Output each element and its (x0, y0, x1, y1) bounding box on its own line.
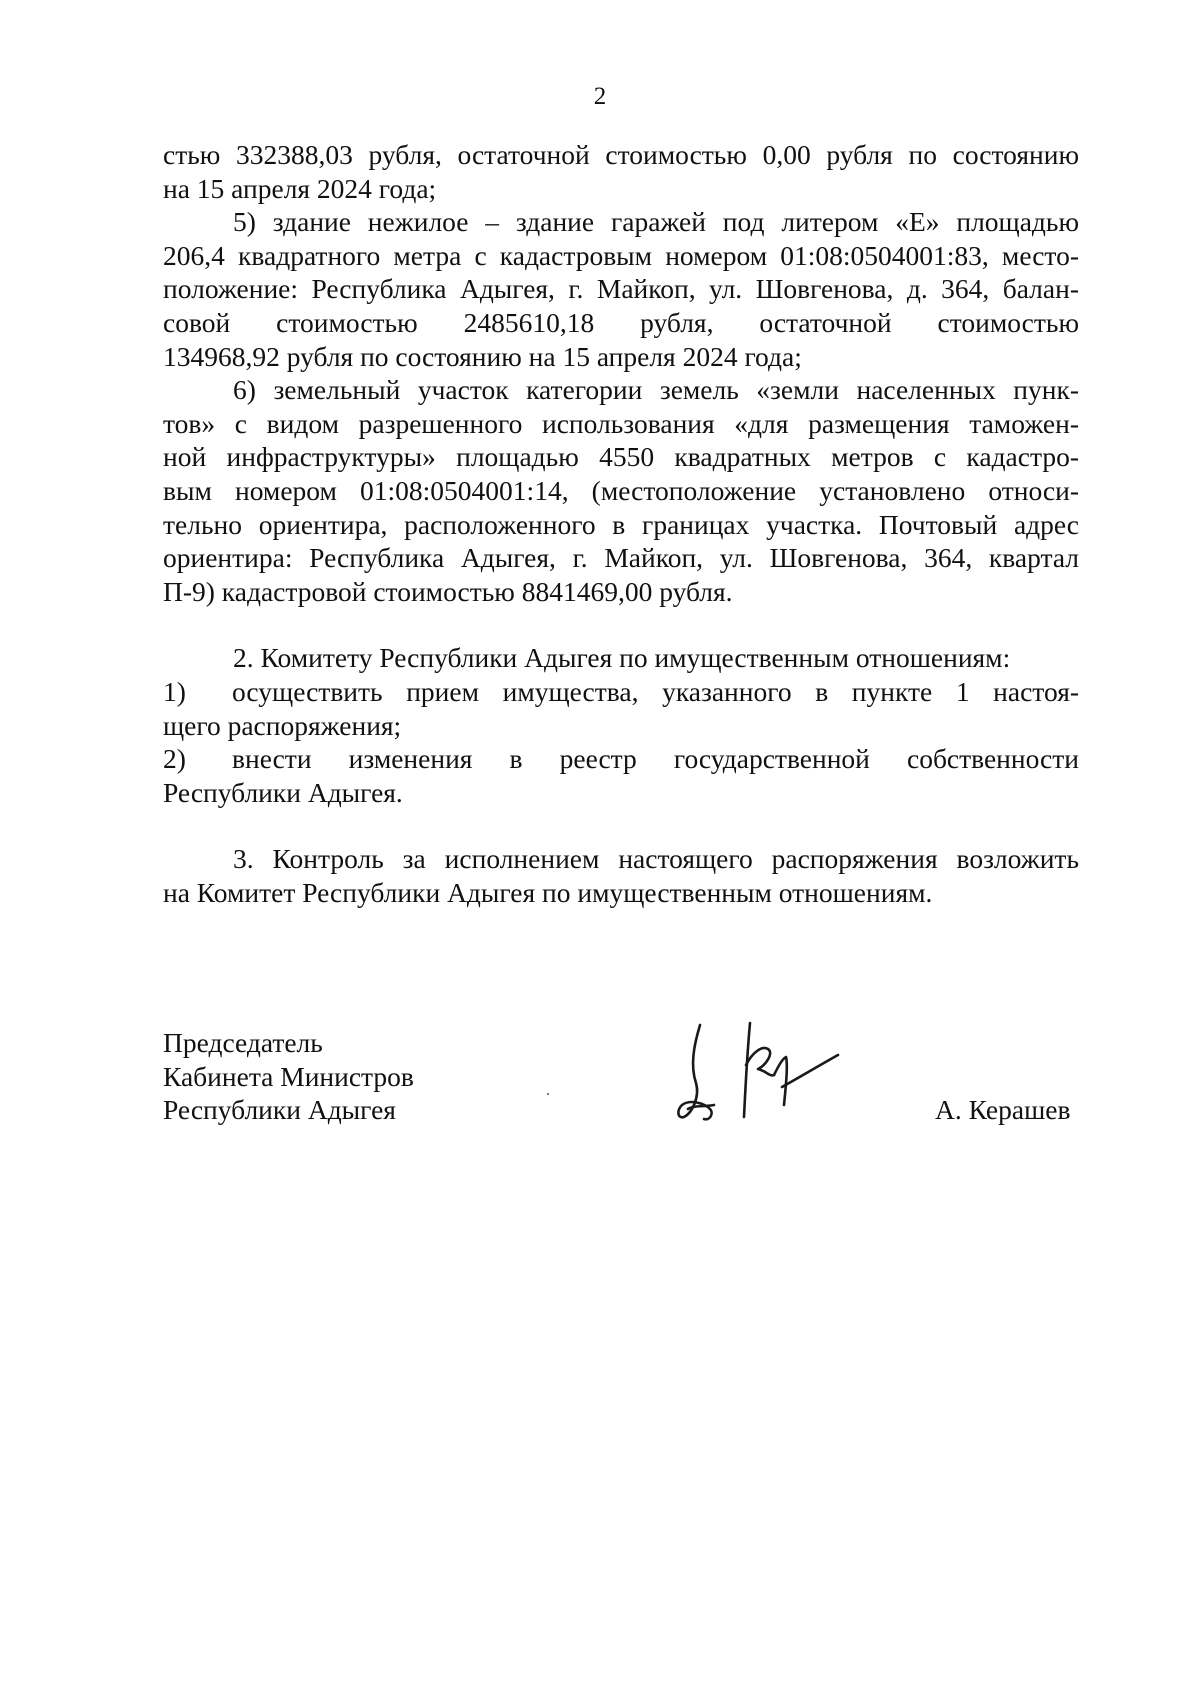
position-line: Республики Адыгея (163, 1094, 396, 1126)
text-line: вым номером 01:08:0504001:14, (местоположение установлено относи- (163, 474, 1079, 506)
signatory-position (163, 1026, 414, 1127)
text-line (163, 742, 1079, 776)
text-line: П-9) кадастровой стоимостью 8841469,00 рубля. (163, 575, 733, 607)
text-line (163, 675, 1079, 709)
text-line: 6) земельный участок категории земель «земли населенных пунк- (233, 374, 1079, 406)
document-body (163, 138, 1079, 909)
paragraph-item-5 (163, 205, 1079, 373)
text-line: стью 332388,03 рубля, остаточной стоимостью 0,00 рубля по состоянию (163, 139, 1079, 170)
text-line: 5) здание нежилое – здание гаражей под литером «Е» площадью (233, 206, 1079, 238)
text-line: 134968,92 рубля по состоянию на 15 апреля 2024 года; (163, 340, 802, 372)
text-line: 3. Контроль за исполнением настоящего распоряжения возложить (233, 843, 1079, 875)
text-line: щего распоряжения; (163, 709, 402, 741)
text-line: на Комитет Республики Адыгея по имущественным отношениям. (163, 876, 933, 908)
text-line: на 15 апреля 2024 года; (163, 172, 437, 204)
scan-speck (547, 1093, 549, 1095)
text-line: ориентира: Республика Адыгея, г. Майкоп, ул. Шовгенова, 364, квартал (163, 542, 1079, 574)
paragraph-item-4-continuation (163, 138, 1079, 205)
text-line: 206,4 квадратного метра с кадастровым номером 01:08:0504001:83, место- (163, 239, 1079, 271)
item-text: осуществить прием имущества, указанного в пункте 1 настоя- (232, 675, 1079, 707)
item-number: 1) (163, 675, 186, 707)
position-line: Кабинета Министров (163, 1060, 414, 1092)
section-2-item-2 (163, 742, 1079, 809)
text-line: тов» с видом разрешенного использования «для размещения таможен- (163, 407, 1079, 439)
section-2-item-1 (163, 675, 1079, 742)
section-2-heading (163, 641, 1079, 675)
text-line: ной инфраструктуры» площадью 4550 квадратных метров с кадастро- (163, 441, 1079, 473)
signer-name: А. Керашев (935, 1094, 1071, 1125)
position-line: Председатель (163, 1027, 323, 1058)
section-3 (163, 842, 1079, 909)
paragraph-item-6 (163, 373, 1079, 608)
text-line: Республики Адыгея. (163, 776, 403, 808)
item-text: внести изменения в реестр государственной собственности (232, 743, 1079, 775)
text-line: совой стоимостью 2485610,18 рубля, остаточной стоимостью (163, 306, 1079, 338)
section-2-heading-text: 2. Комитету Республики Адыгея по имущественным отношениям: (233, 642, 1011, 674)
page-number: 2 (593, 83, 607, 110)
text-line: тельно ориентира, расположенного в границах участка. Почтовый адрес (163, 508, 1079, 540)
item-number: 2) (163, 743, 186, 775)
handwritten-signature-icon (670, 1005, 850, 1135)
text-line: положение: Республика Адыгея, г. Майкоп, ул. Шовгенова, д. 364, балан- (163, 273, 1079, 305)
